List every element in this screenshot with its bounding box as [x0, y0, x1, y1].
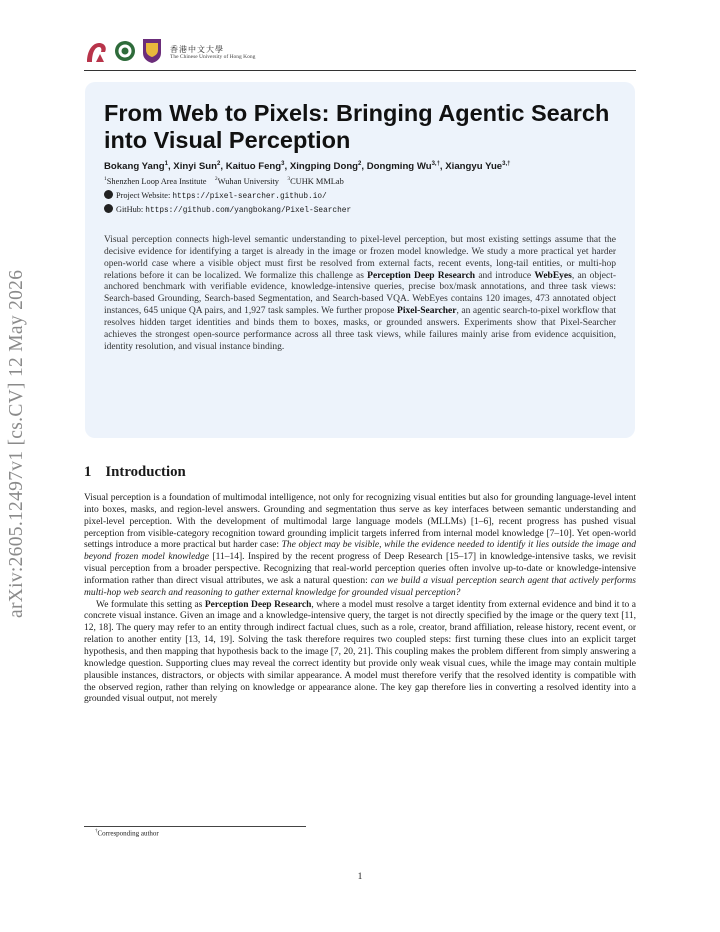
cuhk-crest-icon — [142, 38, 162, 64]
project-website-link[interactable]: https://pixel-searcher.github.io/ — [172, 193, 327, 201]
github-link[interactable]: https://github.com/yangbokang/Pixel-Searcher — [145, 207, 352, 215]
institution-header — [84, 38, 636, 72]
affiliations: $^1$Shenzhen Loop Area Institute $^2$Wuhan University $^3$CUHK MMLab — [104, 176, 344, 186]
cuhk-english-name: The Chinese University of Hong Kong — [170, 54, 256, 60]
project-website-line: Project Website: https://pixel-searcher.github.io/ — [104, 190, 327, 201]
author-name: Kaituo Feng — [225, 161, 282, 173]
cuhk-chinese-name: 香港中文大學 — [170, 45, 224, 54]
arxiv-identifier: arXiv:2605.12497v1 [cs.CV] 12 May 2026 — [6, 269, 27, 618]
abstract: Visual perception connects high-level semantic understanding to pixel-level perception, but most existing settings assume that the decisive evidence for identifying a target is already in the image or frozen model knowledge. We study a more practical yet harder open-world case where a visible object must first be resolved from external facts, recent events, long-tail entities, or multi-hop relations before it can be localized. We formalize this challenge as Perception Deep Research and introduce WebEyes, an object-anchored benchmark with verifiable evidence, knowledge-intensive queries, precise box/mask annotations, and three task views: Search-based Grounding, Search-based Segmentation, and Search-based VQA. WebEyes contains 120 images, 473 annotated object instances, 645 unique QA pairs, and 1,927 task samples. We further propose Pixel-Searcher, an agentic search-to-pixel workflow that resolves hidden target identities and binds them to boxes, masks, or grounded answers. Experiments show that Pixel-Searcher achieves the strongest open-source performance across all three task views, while failures mainly arise from evidence acquisition, identity resolution, and visual instance binding. — [104, 235, 617, 352]
author-name: Bokang Yang — [104, 161, 165, 173]
section-heading: 1 Introduction — [84, 464, 186, 480]
affiliation: CUHK MMLab — [290, 176, 344, 186]
paper-title: From Web to Pixels: Bringing Agentic Search into Visual Perception — [104, 100, 610, 153]
globe-icon — [104, 190, 113, 199]
affiliation: Wuhan University — [217, 176, 279, 186]
footnote: †Corresponding author — [95, 829, 159, 838]
author-name: Xiangyu Yue — [445, 161, 503, 173]
seal-logo-icon — [114, 40, 136, 62]
paragraph: We formulate this setting as Perception Deep Research, where a model must resolve a target identity from external evidence and bind it to a concrete visual instance. Given an image and a knowledge-intensive query, the target is not directly specified by the image or the query text [11, 12, 18]. The query may refer to an entity through indirect factual clues, such as a role, creator, brand affiliation, release history, recent event, or relation to another entity [13, 14, 19]. Solving the task therefore requires two coupled steps: first turning these clues into an explicit target hypothesis, and then mapping that hypothesis back to the image [7, 20, 21]. This coupling makes the problem different from simply answering a knowledge question. Supporting clues may reveal the correct identity but provide only weak visual cues, while the image may contain multiple plausible instances, distractors, or objects with similar appearance. A model must therefore verify that the resolved identity is compatible with the observed region, rather than relying on knowledge or appearance alone. The key gap therefore lies in converting a resolved identity into a grounded visual output, not merely — [84, 599, 637, 705]
introduction-body — [84, 493, 636, 706]
footnote-rule — [84, 826, 306, 827]
github-icon — [104, 204, 113, 213]
author-name: Xinyi Sun — [173, 161, 218, 173]
author-name: Dongming Wu — [366, 161, 432, 173]
author-list: Bokang Yang$^1$, Xinyi Sun$^2$, Kaituo Feng$^3$, Xingping Dong$^2$, Dongming $Wu^{3,\dagger}$, Xiangyu Yue$^{3,\dagger}$ — [104, 161, 511, 173]
paragraph: Visual perception is a foundation of multimodal intelligence, not only for recognizing visual entities but also for grounding language-level intent into boxes, masks, and region-level answers. Grounding and segmentation thus serve as key interfaces between semantic understanding and pixel-level perception. With the development of multimodal large language models (MLLMs) [1–6], recent progress has pushed visual perception from visible-category recognition toward grounding implicit targets inferred from internal model knowledge [7–10]. Yet open-world settings introduce a more practical but harder case: The object may be visible, while the evidence needed to identify it lies outside the image and beyond frozen model knowledge [11–14]. Inspired by the recent progress of Deep Research [15–17] in knowledge-intensive tasks, we revisit visual perception from a broader perspective. Recognizing that real-world perception queries often involve up-to-date or knowledge-intensive information rather than direct visual attributes, we ask a natural question: can we build a visual perception search agent that actively performs multi-hop web search and reasoning to gather external knowledge for grounded visual perception? — [84, 493, 637, 598]
header-rule — [84, 70, 636, 71]
github-line: GitHub: https://github.com/yangbokang/Pixel-Searcher — [104, 204, 351, 215]
author-name: Xingping Dong — [289, 161, 359, 173]
lab-logo-icon — [84, 40, 110, 66]
affiliation: Shenzhen Loop Area Institute — [106, 176, 207, 186]
page-number: 1 — [357, 872, 363, 882]
